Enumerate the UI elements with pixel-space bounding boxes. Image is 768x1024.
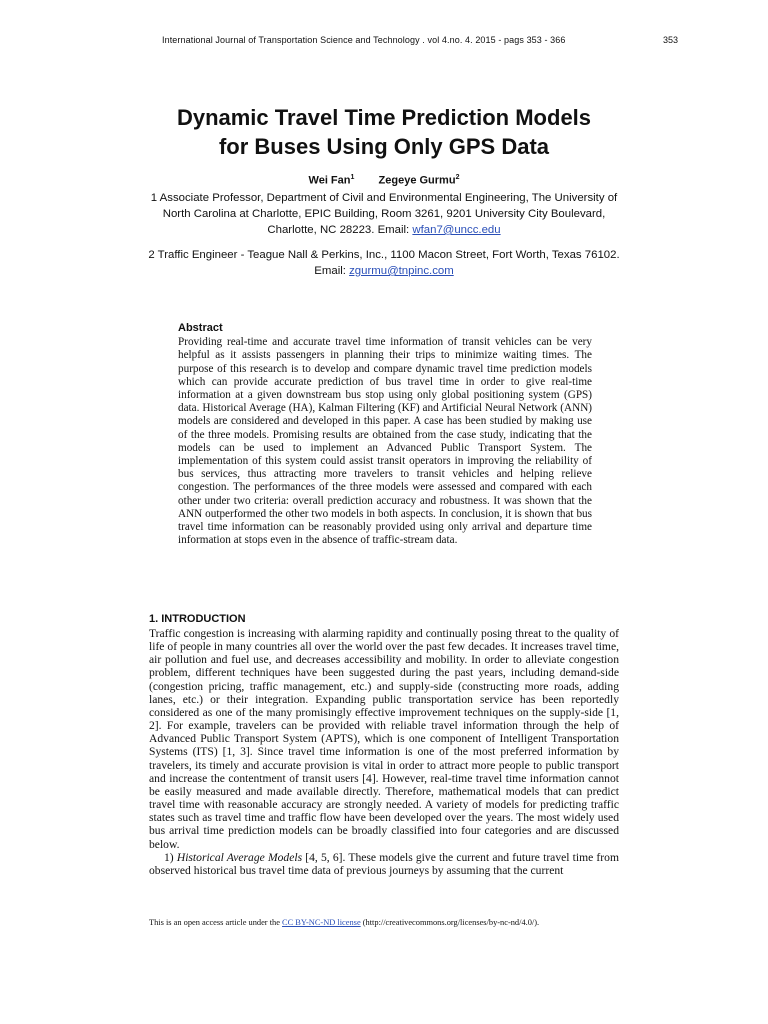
paper-title	[60, 103, 708, 161]
license-footer	[149, 918, 539, 927]
introduction-section	[149, 613, 619, 877]
author-affiliation-mark: 2	[455, 174, 460, 181]
abstract-body: Providing real-time and accurate travel time information of transit vehicles can be very helpful as it assists passengers in planning their trips to minimize waiting times. The purpose of this research is to develop and compare dynamic travel time prediction models which can provide accurate prediction of bus travel time in order to give real-time information at a given downstream bus stop using only global positioning system (GPS) data. Historical Average (HA), Kalman Filtering (KF) and Artificial Neural Network (ANN) models are considered and developed in this paper. A case has been studied by making use of the three models. Promising results are obtained from the case study, indicating that the models can be used to implement an Advanced Public Transport System. The implementation of this system could assist transit operators in improving the reliability of bus services, thus attracting more travelers to transit vehicles and helping relieve congestion. The performances of the three models were assessed and compared with each other under two criteria: overall prediction accuracy and robustness. It was shown that the ANN outperformed the other two models in both aspects. In conclusion, it is shown that bus travel time information can be reasonably provided using only arrival and departure time information at stops even in the absence of traffic-stream data.	[178, 336, 592, 547]
abstract-heading: Abstract	[178, 322, 223, 334]
footer-prefix: This is an open access article under the	[149, 918, 283, 927]
paragraph	[149, 851, 619, 877]
author-list	[60, 174, 708, 187]
title-line-1: Dynamic Travel Time Prediction Models	[176, 105, 592, 130]
page-number: 353	[663, 35, 679, 45]
title-line-2: for Buses Using Only GPS Data	[218, 134, 550, 159]
author-name: Zegeye Gurmu	[378, 174, 456, 187]
list-number: 1)	[164, 850, 177, 864]
email-link[interactable]: wfan7@uncc.edu	[412, 224, 501, 236]
affiliation-text: 2 Traffic Engineer - Teague Nall & Perkins, Inc., 1100 Macon Street, Fort Worth, Texas 76102. Email:	[148, 249, 620, 277]
model-term: Historical Average Models	[176, 850, 303, 864]
footer-suffix: (http://creativecommons.org/licenses/by-nc-nd/4.0/).	[360, 918, 540, 927]
affiliation-2	[140, 247, 628, 279]
author-name: Wei Fan	[308, 174, 351, 187]
abstract-section	[178, 322, 592, 547]
paragraph: Traffic congestion is increasing with alarming rapidity and continually posing threat to the quality of life of people in many countries all over the world over the past few decades. It increases travel time, air pollution and fuel use, and decreases accessibility and mobility. In order to alleviate congestion problem, different techniques have been suggested during the past years, including demand-side (congestion pricing, traffic management, etc.) and supply-side (constructing more roads, adding lanes, etc.) or their integration. Expanding public transportation service has been reportedly considered as one of the many promisingly effective improvement techniques on the supply-side [1, 2]. For example, travelers can be provided with reliable travel information through the help of Advanced Public Transport System (APTS), which is one component of Intelligent Transportation Systems (ITS) [1, 3]. Since travel time information is one of the most preferred information by travelers, its timely and accurate provision is vital in order to attract more people to public transport and increase the contentment of transit users [4]. However, real-time travel time information cannot be easily measured and made available directly. Therefore, mathematical models that can predict travel time with reasonable accuracy are strongly needed. A variety of models for predicting traffic states such as travel time and traffic flow have been developed over the years. The most widely used bus arrival time prediction models can be broadly classified into four categories and are discussed below.	[149, 627, 619, 851]
email-link[interactable]: zgurmu@tnpinc.com	[349, 265, 454, 277]
license-link[interactable]: CC BY-NC-ND license	[282, 918, 361, 927]
affiliation-1	[140, 190, 628, 238]
author-affiliation-mark: 1	[350, 174, 355, 181]
running-head: International Journal of Transportation Science and Technology . vol 4.no. 4. 2015 - pags 353 - 366	[162, 35, 566, 45]
affiliation-text: 1 Associate Professor, Department of Civil and Environmental Engineering, The University of North Carolina at Charlotte, EPIC Building, Room 3261, 9201 University City Boulevard, Charlotte, NC 28223. Email:	[150, 192, 618, 236]
section-heading: 1. INTRODUCTION	[149, 613, 246, 625]
paragraph-text: [4, 5, 6]. These models give the current and future travel time from observed historical bus travel time data of previous journeys by assuming that the current	[149, 850, 619, 877]
